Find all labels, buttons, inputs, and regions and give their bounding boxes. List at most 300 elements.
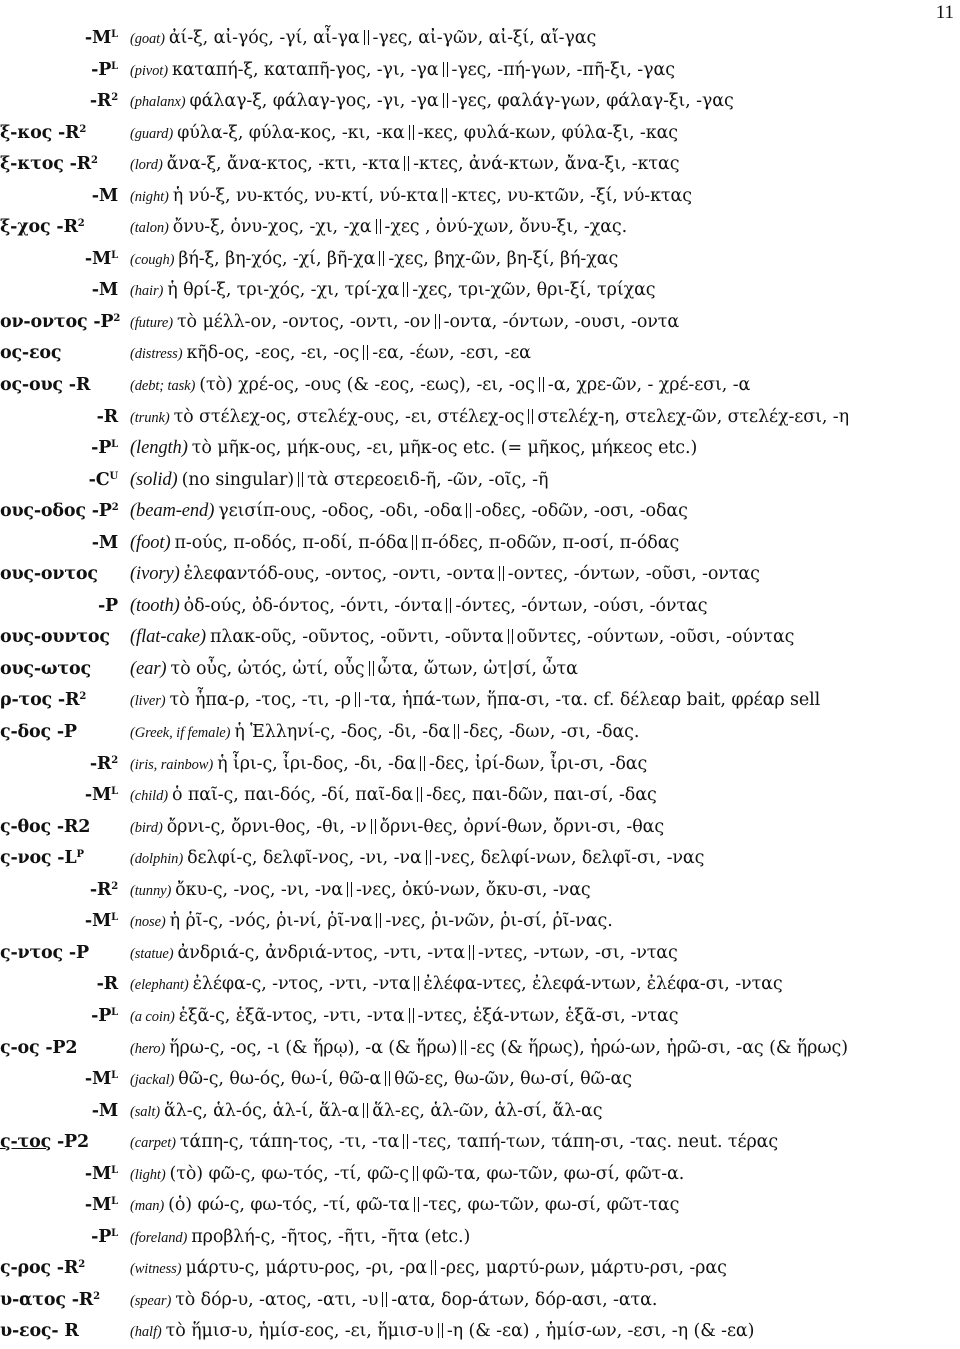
english-gloss: (jackal) (130, 1072, 175, 1089)
singular-forms: (no singular) (181, 469, 295, 490)
singular-forms: δελφί-ς, δελφῖ-νος, -νι, -να (187, 848, 422, 869)
paradigm-entry (130, 23, 960, 56)
declension-class: -R (56, 217, 78, 238)
english-gloss: (half) (130, 1324, 162, 1341)
paradigm-row (0, 307, 960, 339)
number-separator-icon (528, 409, 533, 424)
paradigm-entry (130, 812, 960, 845)
paradigm-entry (130, 212, 960, 245)
english-gloss: (elephant) (130, 977, 189, 994)
singular-forms: τὸ ἥμισ-υ, ἡμίσ-εος, -ει, ἥμισ-υ (165, 1321, 434, 1342)
class-superscript: L (111, 1070, 118, 1082)
declension-class: -M (84, 1195, 112, 1216)
number-separator-icon (461, 1040, 466, 1055)
stem-class-label (0, 1253, 122, 1285)
stem-ending: ος-εος (0, 343, 62, 364)
number-separator-icon (355, 692, 360, 707)
class-superscript: 2 (111, 92, 118, 104)
singular-forms: βή-ξ, βη-χός, -χί, βῆ-χα (178, 248, 376, 269)
singular-forms: ἡ ῥῖ-ς, -νός, ῥι-νί, ῥῖ-να (169, 911, 373, 932)
paradigm-row (0, 1190, 960, 1222)
plural-forms: -γες, φαλάγ-γων, φάλαγ-ξι, -γας (451, 91, 734, 112)
singular-forms: ἑξᾶ-ς, ἑξᾶ-ντος, -ντι, -ντα (178, 1005, 405, 1026)
english-gloss: (foot) (130, 532, 171, 553)
plural-forms: -οντα, -όντων, -ουσι, -οντα (443, 311, 680, 332)
paradigm-entry (130, 118, 960, 151)
declension-class: -P (91, 438, 112, 459)
singular-forms: γεισίπ-ους, -οδος, -οδι, -οδα (218, 501, 463, 522)
declension-class: -P (91, 59, 112, 80)
english-gloss: (nose) (130, 914, 166, 931)
declension-class: -R (57, 690, 80, 711)
plural-forms: -κτες, νυ-κτῶν, -ξί, νύ-κτας (451, 185, 692, 206)
number-separator-icon (438, 1323, 443, 1338)
stem-class-label (0, 622, 122, 654)
declension-class: -M (84, 28, 112, 48)
paradigm-entry (130, 969, 960, 1002)
paradigm-entry (130, 1285, 960, 1318)
english-gloss: (tunny) (130, 882, 172, 899)
plural-forms: -ντες, ἑξά-ντων, ἑξᾶ-σι, -ντας (417, 1005, 679, 1026)
declension-class: -R (57, 122, 80, 143)
declension-class: -R (71, 1289, 94, 1310)
stem-class-label (0, 780, 118, 812)
english-gloss: (ear) (130, 658, 167, 679)
declension-class: -P2 (45, 1037, 78, 1058)
declension-class: -M (84, 785, 112, 806)
number-separator-icon (431, 1260, 436, 1275)
class-superscript: 2 (113, 312, 121, 324)
number-separator-icon (446, 598, 451, 613)
declension-class: -R2 (56, 816, 91, 837)
paradigm-entry (130, 1096, 960, 1129)
english-gloss: (witness) (130, 1261, 182, 1278)
english-gloss: (beam-end) (130, 501, 215, 522)
declension-class: -P2 (56, 1132, 89, 1153)
stem-class-label (0, 969, 118, 1001)
singular-forms: ἐλέφα-ς, -ντος, -ντι, -ντα (192, 974, 411, 995)
paradigm-entry (130, 1253, 960, 1286)
plural-forms: -ρες, μαρτύ-ρων, μάρτυ-ρσι, -ρας (439, 1258, 727, 1279)
plural-forms: οῦντες, -ούντων, -οῦσι, -ούντας (516, 627, 795, 648)
singular-forms: ἡ νύ-ξ, νυ-κτός, νυ-κτί, νύ-κτα (172, 185, 439, 206)
stem-class-label (0, 1001, 118, 1033)
plural-forms: -χες, τρι-χῶν, θρι-ξί, τρίχας (412, 280, 656, 301)
stem-ending: ξ-κος (0, 122, 53, 143)
number-separator-icon (376, 913, 381, 928)
plural-forms: ὄρνι-θες, ὀρνί-θων, ὄρνι-σι, -θας (379, 816, 665, 837)
paradigm-row (0, 1064, 960, 1096)
paradigm-row (0, 149, 960, 181)
number-separator-icon (385, 1071, 390, 1086)
paradigm-entry (130, 370, 960, 403)
stem-class-label (0, 654, 122, 686)
paradigm-entry (130, 780, 960, 813)
english-gloss: (phalanx) (130, 94, 186, 111)
paradigm-entry (130, 465, 960, 497)
paradigm-row (0, 1316, 960, 1348)
singular-forms: ἥρω-ς, -ος, -ι (& ἥρῳ), -α (& ἥρω) (169, 1037, 458, 1058)
singular-forms: ὄκυ-ς, -νος, -νι, -να (175, 879, 343, 900)
singular-forms: ὁ παῖ-ς, παι-δός, -δί, παῖ-δα (171, 785, 414, 806)
stem-class-label (0, 212, 122, 244)
singular-forms: ἄνα-ξ, ἄνα-κτος, -κτι, -κτα (166, 154, 401, 175)
english-gloss: (solid) (130, 469, 178, 490)
plural-forms: -νες, ῥι-νῶν, ῥι-σί, ῥῖ-νας. (385, 911, 613, 932)
class-superscript: 2 (79, 123, 87, 135)
english-gloss: (spear) (130, 1292, 172, 1309)
stem-class-label (0, 559, 122, 591)
paradigm-table (0, 23, 960, 1348)
plural-forms: -χες , ὀνύ-χων, ὄνυ-ξι, -χας. (384, 217, 628, 238)
paradigm-entry (130, 843, 960, 876)
plural-forms: -κες, φυλά-κων, φύλα-ξι, -κας (417, 122, 679, 143)
paradigm-row (0, 843, 960, 875)
declension-class: -P (56, 722, 77, 743)
stem-class-label (0, 1285, 122, 1317)
class-superscript: 2 (90, 155, 98, 167)
class-superscript: P (76, 849, 84, 861)
paradigm-entry (130, 654, 960, 686)
number-separator-icon (442, 188, 447, 203)
paradigm-row (0, 55, 960, 87)
stem-class-label (0, 1159, 118, 1191)
stem-class-label (0, 749, 118, 781)
english-gloss: (future) (130, 314, 173, 331)
plural-forms: -γες, αἰ-γῶν, αἰ-ξί, αἴ-γας (372, 28, 597, 48)
page-number: 11 (935, 2, 954, 23)
number-separator-icon (414, 1197, 419, 1212)
declension-class: -R (89, 879, 112, 900)
paradigm-row (0, 402, 960, 434)
declension-class: -R (68, 375, 91, 396)
plural-forms: -τα, ἡπά-των, ἥπα-σι, -τα. cf. δέλεαρ bait, φρέαρ sell (363, 690, 821, 711)
singular-forms: μάρτυ-ς, μάρτυ-ρος, -ρι, -ρα (185, 1258, 427, 1279)
english-gloss: (cough) (130, 251, 175, 268)
singular-forms: τὸ δόρ-υ, -ατος, -ατι, -υ (175, 1289, 379, 1310)
number-separator-icon (443, 62, 448, 77)
stem-class-label (0, 1316, 122, 1348)
number-separator-icon (363, 1103, 368, 1118)
paradigm-entry (130, 1033, 960, 1066)
english-gloss: (hero) (130, 1040, 166, 1057)
stem-ending: ς-ρος (0, 1258, 51, 1279)
paradigm-row (0, 591, 960, 623)
paradigm-row (0, 23, 960, 55)
plural-forms: -οντες, -όντων, -οῦσι, -οντας (507, 564, 760, 585)
number-separator-icon (369, 661, 374, 676)
singular-forms: (ὁ) φώ-ς, φω-τός, -τί, φῶ-τα (168, 1195, 410, 1216)
paradigm-row (0, 496, 960, 528)
paradigm-row (0, 938, 960, 970)
stem-ending: υ-εος- (0, 1321, 59, 1342)
class-superscript: L (111, 1006, 118, 1018)
number-separator-icon (298, 472, 303, 487)
class-superscript: 2 (93, 1290, 100, 1302)
number-separator-icon (420, 756, 425, 771)
paradigm-entry (130, 559, 960, 591)
class-superscript: L (111, 29, 118, 40)
stem-ending: ον-οντος (0, 311, 88, 332)
class-superscript: 2 (111, 754, 118, 766)
class-superscript: L (111, 1164, 118, 1176)
paradigm-row (0, 717, 960, 749)
singular-forms: ἡ Ἑλληνί-ς, -δος, -δι, -δα (234, 722, 451, 743)
declension-class: -M (84, 1069, 112, 1090)
class-superscript: 2 (111, 880, 118, 892)
paradigm-entry (130, 402, 960, 435)
singular-forms: κῆδ-ος, -εος, -ει, -ος (186, 343, 360, 364)
plural-forms: -δες, παι-δῶν, παι-σί, -δας (426, 785, 657, 806)
paradigm-entry (130, 1316, 960, 1349)
singular-forms: τὸ μέλλ-ον, -οντος, -οντι, -ον (176, 311, 431, 332)
paradigm-row (0, 812, 960, 844)
singular-forms: πλακ-οῦς, -οῦντος, -οῦντι, -οῦντα (209, 627, 504, 648)
stem-class-label (0, 496, 122, 528)
paradigm-row (0, 244, 960, 276)
paradigm-row (0, 1127, 960, 1159)
paradigm-row (0, 370, 960, 402)
singular-forms: (τὸ) φῶ-ς, φω-τός, -τί, φῶ-ς (169, 1163, 409, 1184)
paradigm-row (0, 1222, 960, 1254)
number-separator-icon (404, 156, 409, 171)
class-superscript: 2 (79, 691, 87, 703)
declension-class: -P (91, 1005, 112, 1026)
paradigm-entry (130, 1190, 960, 1223)
paradigm-row (0, 622, 960, 654)
plural-forms: θῶ-ες, θω-ῶν, θω-σί, θῶ-ας (394, 1069, 632, 1090)
stem-class-label (0, 843, 122, 875)
declension-class: -L (57, 848, 77, 869)
number-separator-icon (364, 30, 369, 45)
stem-class-label (0, 433, 118, 465)
plural-forms: -νες, ὀκύ-νων, ὄκυ-σι, -νας (355, 879, 591, 900)
english-gloss: (trunk) (130, 409, 170, 426)
paradigm-entry (130, 55, 960, 88)
declension-class: -R (89, 753, 112, 774)
plural-forms: -κτες, ἀνά-κτων, ἄνα-ξι, -κτας (413, 154, 680, 175)
class-superscript: L (111, 1227, 118, 1239)
stem-class-label (0, 717, 122, 749)
number-separator-icon (539, 377, 544, 392)
english-gloss: (distress) (130, 346, 183, 363)
declension-class: R (64, 1321, 79, 1342)
paradigm-row (0, 275, 960, 307)
english-gloss: (bird) (130, 819, 163, 836)
paradigm-row (0, 875, 960, 907)
plural-forms: π-όδες, π-οδῶν, π-οσί, π-όδας (421, 532, 680, 553)
paradigm-entry (130, 622, 960, 654)
stem-class-label (0, 1190, 118, 1222)
singular-forms: φάλαγ-ξ, φάλαγ-γος, -γι, -γα (189, 91, 439, 112)
plural-forms: -τες, ταπή-των, τάπη-σι, -τας. neut. τέρας (412, 1132, 779, 1153)
plural-forms: -η (& -εα) , ἡμίσ-ων, -εσι, -η (& -εα) (446, 1321, 755, 1342)
english-gloss: (statue) (130, 945, 174, 962)
stem-class-label (0, 591, 118, 623)
english-gloss: (dolphin) (130, 851, 184, 868)
paradigm-row (0, 559, 960, 591)
stem-class-label (0, 812, 122, 844)
paradigm-row (0, 118, 960, 150)
singular-forms: τὸ μῆκ-ος, μήκ-ους, -ει, μῆκ-ος etc. (= μῆκος, μήκεος etc.) (191, 438, 698, 459)
english-gloss: (talon) (130, 220, 169, 237)
paradigm-row (0, 906, 960, 938)
singular-forms: ὀδ-ούς, ὀδ-όντος, -όντι, -όντα (183, 595, 443, 616)
number-separator-icon (376, 219, 381, 234)
stem-class-label (0, 338, 122, 370)
stem-class-label (0, 55, 118, 87)
plural-forms: -εα, -έων, -εσι, -εα (372, 343, 531, 364)
paradigm-row (0, 465, 960, 497)
stem-class-label (0, 181, 118, 213)
stem-class-label (0, 118, 122, 150)
english-gloss: (guard) (130, 125, 174, 142)
paradigm-entry (130, 875, 960, 908)
number-separator-icon (417, 787, 422, 802)
stem-class-label (0, 244, 118, 276)
singular-forms: τὸ ἧπα-ρ, -τος, -τι, -ρ (169, 690, 351, 711)
paradigm-row (0, 654, 960, 686)
class-superscript: L (111, 786, 118, 798)
number-separator-icon (435, 314, 440, 329)
paradigm-row (0, 212, 960, 244)
stem-ending: ρ-τος (0, 690, 53, 711)
declension-class: -R (56, 1258, 79, 1279)
plural-forms: -ες (& ἥρως), ἡρώ-ων, ἡρῶ-σι, -ας (& ἥρως) (470, 1037, 848, 1058)
english-gloss: (flat-cake) (130, 627, 206, 648)
declension-class: -M (91, 532, 118, 553)
stem-ending: ς-ντος (0, 942, 63, 963)
stem-class-label (0, 528, 118, 560)
number-separator-icon (414, 976, 419, 991)
paradigm-entry (130, 938, 960, 971)
plural-forms: ἅλ-ες, ἁλ-ῶν, ἁλ-σί, ἅλ-ας (372, 1100, 603, 1121)
stem-class-label (0, 307, 122, 339)
class-superscript: U (109, 470, 118, 482)
paradigm-entry (130, 1222, 960, 1255)
number-separator-icon (347, 882, 352, 897)
singular-forms: ἀί-ξ, αἰ-γός, -γί, αἶ-γα (168, 28, 360, 48)
plural-forms: -δες, -δων, -σι, -δας. (463, 722, 640, 743)
number-separator-icon (379, 251, 384, 266)
declension-class: -M (84, 911, 112, 932)
stem-class-label (0, 23, 118, 55)
stem-ending: ς-ος (0, 1037, 40, 1058)
paradigm-row (0, 338, 960, 370)
paradigm-entry (130, 591, 960, 623)
english-gloss: (child) (130, 788, 168, 805)
stem-ending: ους-οδος (0, 501, 86, 522)
plural-forms: φῶ-τα, φω-τῶν, φω-σί, φῶτ-α. (421, 1163, 685, 1184)
declension-class: -P (93, 311, 114, 332)
class-superscript: L (111, 439, 118, 451)
plural-forms: -νες, δελφί-νων, δελφῖ-σι, -νας (434, 848, 705, 869)
number-separator-icon (409, 1008, 414, 1023)
paradigm-entry (130, 433, 960, 465)
number-separator-icon (403, 282, 408, 297)
english-gloss: (goat) (130, 31, 165, 47)
singular-forms: καταπή-ξ, καταπῆ-γος, -γι, -γα (171, 59, 439, 80)
english-gloss: (carpet) (130, 1135, 176, 1152)
paradigm-entry (130, 86, 960, 119)
stem-class-label (0, 1222, 118, 1254)
plural-forms: -χες, βηχ-ῶν, βη-ξί, βή-χας (388, 248, 619, 269)
stem-ending: ξ-χος (0, 217, 51, 238)
paradigm-entry (130, 496, 960, 528)
number-separator-icon (412, 535, 417, 550)
singular-forms: τάπη-ς, τάπη-τος, -τι, -τα (179, 1132, 400, 1153)
paradigm-entry (130, 181, 960, 214)
plural-forms: -ατα, δορ-άτων, δόρ-ασι, -ατα. (391, 1289, 658, 1310)
stem-class-label (0, 875, 118, 907)
class-superscript: L (111, 60, 118, 72)
declension-class: -C (88, 469, 110, 490)
singular-forms: ἡ ἶρι-ς, ἶρι-δος, -δι, -δα (217, 753, 417, 774)
stem-ending: ς-τος (0, 1132, 52, 1153)
paradigm-entry (130, 1127, 960, 1160)
english-gloss: (Greek, if female) (130, 725, 231, 742)
stem-class-label (0, 86, 118, 118)
paradigm-row (0, 780, 960, 812)
declension-class: -R (96, 406, 118, 427)
number-separator-icon (454, 724, 459, 739)
plural-forms: ὦτα, ὤτων, ὠτ|σί, ὦτα (377, 658, 578, 679)
paradigm-row (0, 181, 960, 213)
paradigm-row (0, 1033, 960, 1065)
class-superscript: 2 (77, 218, 85, 230)
class-superscript: L (111, 912, 118, 924)
stem-class-label (0, 1096, 118, 1128)
paradigm-row (0, 1285, 960, 1317)
plural-forms: -α, χρε-ῶν, - χρέ-εσι, -α (547, 375, 751, 396)
plural-forms: στελέχ-η, στελεχ-ῶν, στελέχ-εσι, -η (537, 406, 849, 427)
stem-class-label (0, 275, 118, 307)
singular-forms: ἀνδριά-ς, ἀνδριά-ντος, -ντι, -ντα (177, 942, 465, 963)
stem-ending: ς-δος (0, 722, 51, 743)
paradigm-entry (130, 528, 960, 560)
number-separator-icon (403, 1134, 408, 1149)
number-separator-icon (413, 1166, 418, 1181)
declension-class: -M (91, 185, 118, 206)
class-superscript: L (111, 1196, 118, 1208)
stem-ending: ους-οντος (0, 564, 98, 585)
plural-forms: -γες, -πή-γων, -πῆ-ξι, -γας (451, 59, 675, 80)
stem-class-label (0, 1033, 122, 1065)
english-gloss: (iris, rainbow) (130, 756, 214, 773)
stem-ending: ξ-κτος (0, 154, 64, 175)
declension-class: -P (68, 942, 89, 963)
paradigm-row (0, 1159, 960, 1191)
paradigm-row (0, 969, 960, 1001)
declension-class: -M (84, 248, 112, 269)
paradigm-row (0, 433, 960, 465)
number-separator-icon (443, 93, 448, 108)
english-gloss: (foreland) (130, 1229, 188, 1246)
declension-class: -M (91, 280, 118, 301)
stem-class-label (0, 370, 122, 402)
paradigm-row (0, 1001, 960, 1033)
declension-class: -R (69, 154, 91, 175)
stem-class-label (0, 938, 122, 970)
stem-ending: ους-ωτος (0, 658, 91, 679)
singular-forms: ἅλ-ς, ἁλ-ός, ἁλ-ί, ἅλ-α (164, 1100, 360, 1121)
stem-ending: ους-ουντος (0, 627, 110, 648)
paradigm-entry (130, 275, 960, 308)
paradigm-entry (130, 749, 960, 782)
stem-ending: υ-ατος (0, 1289, 66, 1310)
english-gloss: (ivory) (130, 564, 180, 585)
singular-forms: φύλα-ξ, φύλα-κος, -κι, -κα (177, 122, 405, 143)
